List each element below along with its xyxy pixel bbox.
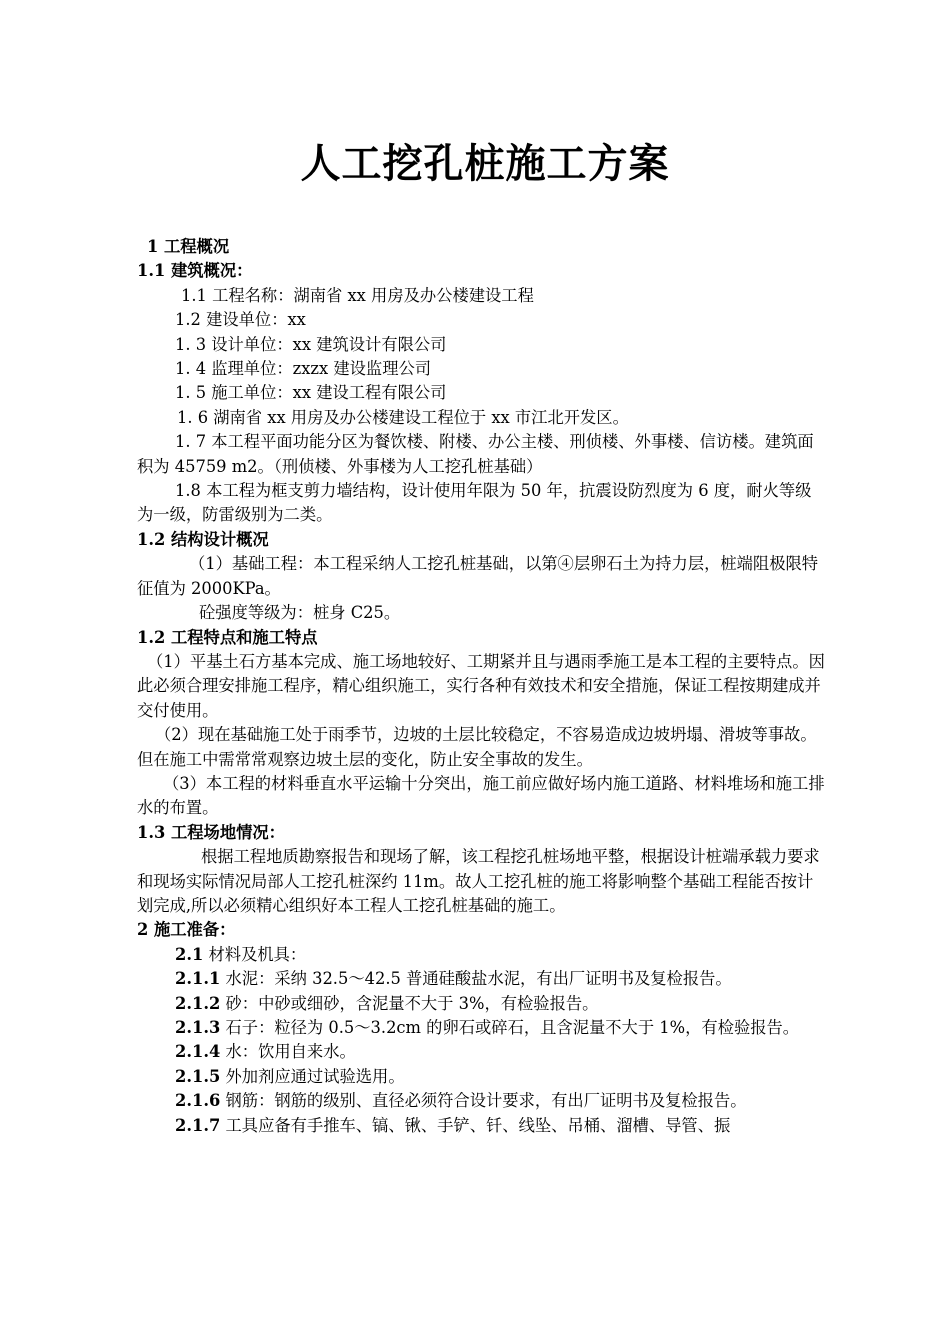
prep-item-2-1-6 [137,1089,827,1113]
structure-paragraph-1: （1）基础工程：本工程采纳人工挖孔桩基础，以第④层卵石土为持力层，桩端阻极限特征值为 2000KPa。 [137,554,819,598]
heading-2: 2 施工准备： [137,920,236,940]
overview-line-8: 1.8 本工程为框支剪力墙结构，设计使用年限为 50 年，抗震设防烈度为 6 度，耐火等级为一级，防雷级别为二类。 [137,481,812,525]
document-body [137,235,827,1138]
prep-text: 水：饮用自来水。 [220,1042,356,1062]
prep-text: 外加剂应通过试验选用。 [220,1066,405,1086]
prep-number: 2.1.6 [175,1091,221,1111]
prep-item-2-1-2 [137,992,827,1016]
prep-number: 2.1.5 [175,1066,221,1086]
prep-number: 2.1.4 [175,1042,221,1062]
overview-line-1: 1.1 工程名称：湖南省 xx 用房及办公楼建设工程 [181,285,534,305]
prep-number: 2.1.1 [175,969,221,989]
prep-text: 水泥：采纳 32.5～42.5 普通硅酸盐水泥，有出厂证明书及复检报告。 [220,969,732,989]
overview-line-7: 1. 7 本工程平面功能分区为餐饮楼、附楼、办公主楼、刑侦楼、外事楼、信访楼。建筑面积为 45759 m2。（刑侦楼、外事楼为人工挖孔桩基础） [137,432,814,476]
prep-text: 砂：中砂或细砂，含泥量不大于 3%，有检验报告。 [220,993,599,1013]
prep-item-2-1-4 [137,1040,827,1064]
heading-1-2-features: 1.2 工程特点和施工特点 [137,627,318,647]
features-paragraph-2: （2）现在基础施工处于雨季节，边坡的土层比较稳定，不容易造成边坡坍塌、滑坡等事故。但在施工中需常常观察边坡土层的变化，防止安全事故的发生。 [137,725,817,769]
overview-line-5: 1. 5 施工单位：xx 建设工程有限公司 [175,383,447,403]
prep-text: 石子：粒径为 0.5～3.2cm 的卵石或碎石，且含泥量不大于 1%，有检验报告。 [220,1018,800,1037]
prep-text: 工具应备有手推车、镐、锹、手铲、钎、线坠、吊桶、溜槽、导管、振 [220,1115,731,1135]
features-paragraph-1: （1）平基土石方基本完成、施工场地较好、工期紧并且与遇雨季施工是本工程的主要特点。因此必须合理安排施工程序，精心组织施工，实行各种有效技术和安全措施，保证工程按期建成并交付使用。 [137,651,825,720]
prep-text: 钢筋：钢筋的级别、直径必须符合设计要求，有出厂证明书及复检报告。 [220,1091,747,1111]
document-title: 人工挖孔桩施工方案 [300,140,670,187]
structure-paragraph-2: 砼强度等级为：桩身 C25。 [199,603,401,623]
features-paragraph-3: （3）本工程的材料垂直水平运输十分突出，施工前应做好场内施工道路、材料堆场和施工排水的布置。 [137,773,825,818]
prep-number: 2.1.2 [175,993,221,1013]
heading-1: 1 工程概况 [147,237,230,256]
prep-item-2-1-1 [137,967,827,991]
overview-line-4: 1. 4 监理单位：zxzx 建设监理公司 [175,359,432,379]
overview-line-3: 1. 3 设计单位：xx 建筑设计有限公司 [175,334,447,354]
prep-item-2-1-5 [137,1065,827,1089]
heading-1-2-structure: 1.2 结构设计概况 [137,529,269,549]
prep-item-2-1-7 [137,1114,827,1138]
prep-item-2-1 [137,943,827,967]
prep-item-2-1-3 [137,1016,827,1040]
prep-text: 材料及机具： [203,944,307,964]
heading-1-3: 1.3 工程场地情况： [137,822,285,842]
prep-number: 2.1 [175,944,204,964]
heading-1-1: 1.1 建筑概况： [137,261,253,281]
prep-number: 2.1.7 [175,1115,221,1135]
prep-number: 2.1.3 [175,1018,221,1037]
site-paragraph-1: 根据工程地质勘察报告和现场了解，该工程挖孔桩场地平整，根据设计桩端承载力要求和现场实际情况局部人工挖孔桩深约 11m。故人工挖孔桩的施工将影响整个基础工程能否按计划完成,所以必须精心组织好本工程人工挖孔桩基础的施工。 [137,847,820,915]
overview-line-2: 1.2 建设单位：xx [175,310,306,330]
overview-line-6: 1. 6 湖南省 xx 用房及办公楼建设工程位于 xx 市江北开发区。 [177,407,629,427]
